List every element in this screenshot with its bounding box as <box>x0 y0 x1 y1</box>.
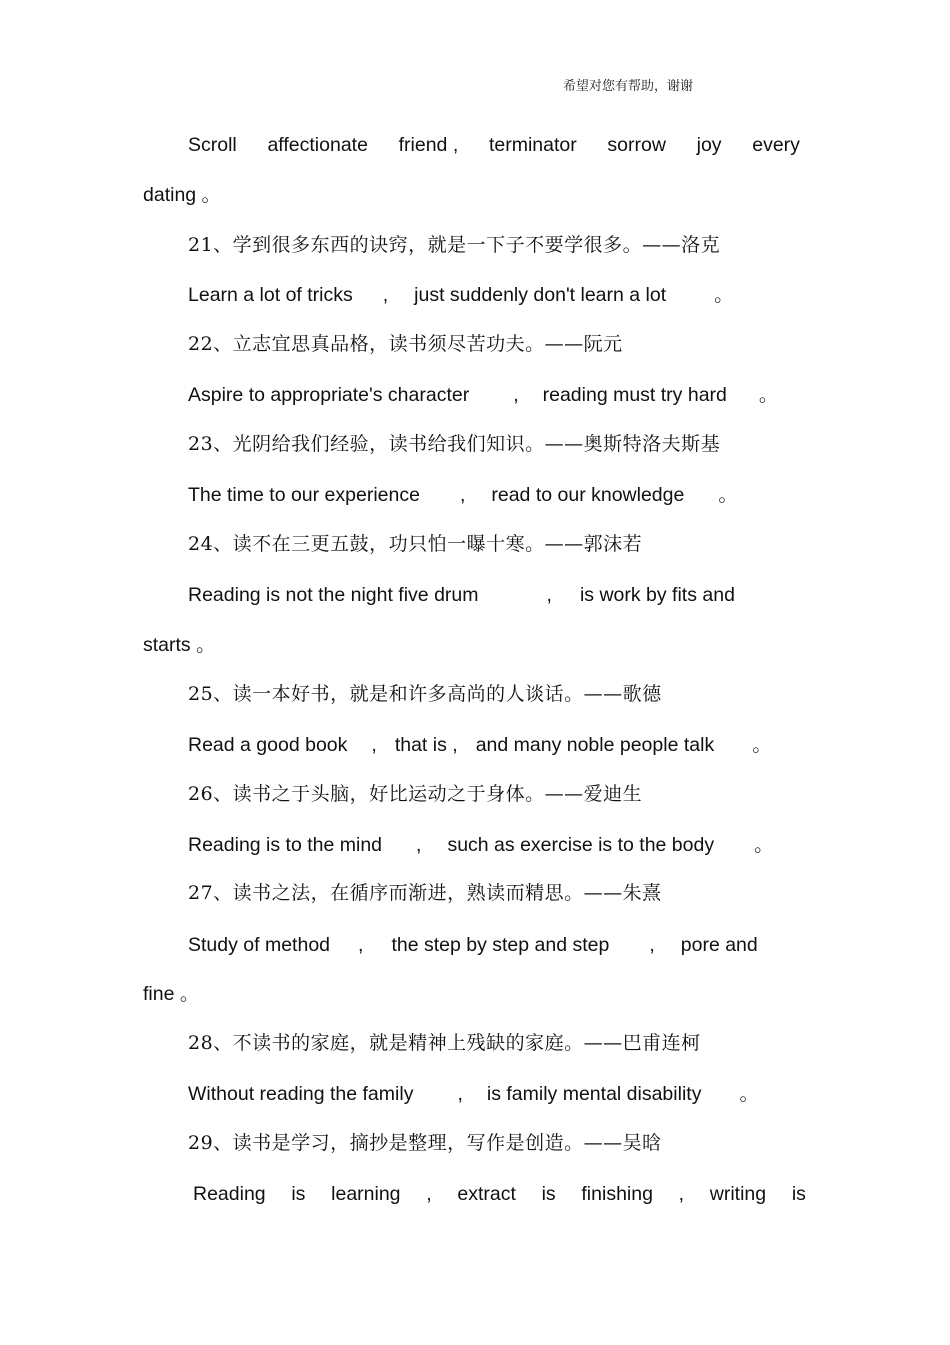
word: finishing <box>581 1183 653 1205</box>
comma: , <box>457 1083 463 1105</box>
period-mark: 。 <box>739 1083 759 1105</box>
phrase: Aspire to appropriate's character <box>188 384 470 406</box>
chinese-quote-line: 27、读书之法，在循序而渐进，熟读而精思。——朱熹 <box>188 882 662 904</box>
phrase: such as exercise is to the body <box>447 834 715 856</box>
period-mark: 。 <box>718 484 738 506</box>
phrase: and many noble people talk <box>475 734 715 756</box>
comma: , <box>459 484 466 506</box>
phrase: reading must try hard <box>542 384 727 406</box>
chinese-quote-line: 26、读书之于头脑，好比运动之于身体。——爱迪生 <box>188 783 643 805</box>
word: , <box>678 1183 685 1205</box>
comma: , <box>546 584 552 606</box>
comma: , <box>416 834 422 856</box>
english-translation-line <box>188 1082 759 1106</box>
phrase: Reading is not the night five drum <box>188 584 479 606</box>
chinese-quote-line: 22、立志宜思真品格，读书须尽苦功夫。——阮元 <box>188 333 623 355</box>
header-note: 希望对您有帮助，谢谢 <box>563 79 694 94</box>
english-translation-line <box>188 733 772 757</box>
phrase: Learn a lot of tricks <box>188 284 353 306</box>
english-translation-line <box>188 583 735 607</box>
word: friend , <box>398 134 459 156</box>
english-translation-line <box>188 483 738 507</box>
english-translation-line <box>193 1182 806 1206</box>
phrase: the step by step and step <box>391 934 610 956</box>
chinese-quote-line: 28、不读书的家庭，就是精神上残缺的家庭。——巴甫连柯 <box>188 1032 701 1054</box>
phrase: just suddenly don't learn a lot <box>414 284 667 306</box>
word: Reading <box>193 1183 266 1205</box>
word: is <box>541 1183 556 1205</box>
phrase: read to our knowledge <box>491 484 685 506</box>
english-translation-line <box>188 133 800 157</box>
chinese-quote-line: 25、读一本好书，就是和许多高尚的人谈话。——歌德 <box>188 683 662 705</box>
word: is <box>791 1183 806 1205</box>
word: learning <box>331 1183 401 1205</box>
chinese-quote-line: 24、读不在三更五鼓，功只怕一曝十寒。——郭沫若 <box>188 533 643 555</box>
chinese-quote-line: 29、读书是学习，摘抄是整理，写作是创造。——吴晗 <box>188 1132 662 1154</box>
word: affectionate <box>267 134 368 156</box>
phrase: Read a good book <box>188 734 348 756</box>
word: sorrow <box>607 134 666 156</box>
phrase: that is , <box>394 734 458 756</box>
phrase: Study of method <box>188 934 331 956</box>
word: terminator <box>488 134 577 156</box>
word: extract <box>457 1183 516 1205</box>
comma: , <box>371 734 377 756</box>
english-translation-line <box>188 933 758 957</box>
comma: , <box>513 384 519 406</box>
phrase: Without reading the family <box>188 1083 414 1105</box>
english-translation-line <box>188 833 774 857</box>
chinese-quote-line: 23、光阴给我们经验，读书给我们知识。——奥斯特洛夫斯基 <box>188 433 721 455</box>
phrase: pore and <box>680 934 758 956</box>
phrase: The time to our experience <box>188 484 420 506</box>
chinese-quote-line: 21、学到很多东西的诀窍，就是一下子不要学很多。——洛克 <box>188 234 721 256</box>
english-continuation-line: dating 。 <box>143 184 222 206</box>
period-mark: 。 <box>758 384 779 406</box>
phrase: Reading is to the mind <box>188 834 383 856</box>
word: , <box>426 1183 432 1205</box>
comma: , <box>382 284 389 306</box>
period-mark: 。 <box>752 734 772 756</box>
english-continuation-line: fine 。 <box>143 983 200 1005</box>
comma: , <box>358 934 364 956</box>
word: joy <box>696 134 722 156</box>
english-translation-line <box>188 283 734 307</box>
period-mark: 。 <box>754 834 774 856</box>
word: is <box>291 1183 306 1205</box>
phrase: is work by fits and <box>579 584 735 606</box>
english-continuation-line: starts 。 <box>143 634 216 656</box>
comma: , <box>649 934 655 956</box>
english-translation-line <box>188 383 778 407</box>
word: writing <box>709 1183 767 1205</box>
phrase: is family mental disability <box>486 1083 702 1105</box>
word: Scroll <box>188 134 237 156</box>
word: every <box>752 134 800 156</box>
period-mark: 。 <box>714 284 734 306</box>
